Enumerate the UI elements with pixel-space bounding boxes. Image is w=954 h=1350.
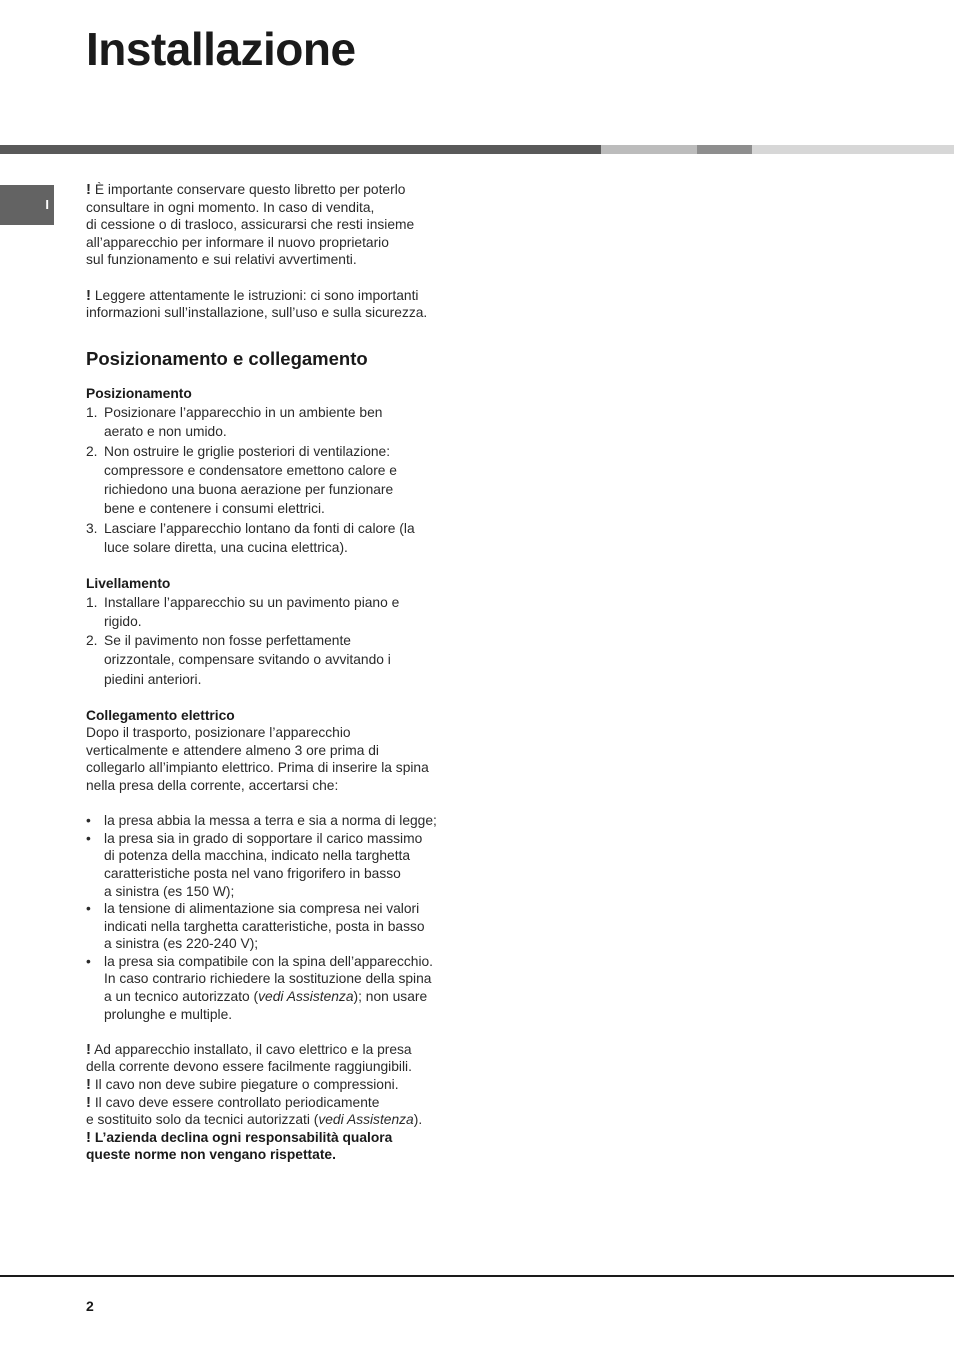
exclamation-icon: ! (86, 1040, 91, 1058)
exclamation-icon: ! (86, 286, 91, 304)
header-bar-dark (0, 145, 601, 154)
warning-2: ! Il cavo non deve subire piegature o compressioni. (86, 1076, 399, 1094)
page-title: Installazione (86, 23, 356, 75)
bullet-icon: • (86, 813, 91, 829)
language-tab (0, 185, 54, 225)
list-item: • la presa abbia la messa a terra e sia a norma di legge; (86, 813, 437, 829)
warning-4: ! L’azienda declina ogni responsabilità qualora queste norme non vengano rispettate. (86, 1128, 393, 1163)
content-column (86, 181, 466, 1164)
page-number: 2 (86, 1298, 94, 1314)
list-item: • la presa sia compatibile con la spina dell’apparecchio. In caso contrario richiedere la sostituzione della spina a un tecnico autorizzato (vedi Assistenza); non usare prolunghe e multiple. (86, 953, 434, 1022)
levelling-heading: Livellamento (86, 575, 171, 591)
bullet-icon: • (86, 830, 91, 846)
header-bar-light (601, 145, 697, 154)
electrical-checklist (86, 812, 466, 1023)
warning-1: ! Ad apparecchio installato, il cavo elettrico e la presa della corrente devono essere facilmente raggiungibili. (86, 1040, 412, 1075)
footer-rule (0, 1275, 954, 1277)
list-item: 1. Posizionare l’apparecchio in un ambiente ben aerato e non umido. (86, 404, 383, 440)
exclamation-icon: ! (86, 1076, 91, 1094)
exclamation-icon: ! (86, 1093, 91, 1111)
intro-note-1: ! È importante conservare questo libretto per poterlo consultare in ogni momento. In caso di vendita, di cessione o di trasloco, assicurarsi che resti insieme all’apparecchio per informare il nuovo proprietario sul funzionamento e sui relativi avvertimenti. (86, 181, 415, 268)
levelling-list (86, 593, 466, 689)
electrical-intro: Dopo il trasporto, posizionare l’apparecchio verticalmente e attendere almeno 3 ore prima di collegarlo all’impianto elettrico. Prima di inserire la spina nella presa della corrente, accertarsi che: (86, 725, 429, 793)
list-item: 2. Se il pavimento non fosse perfettamente orizzontale, compensare svitando o avvitando i piedini anteriori. (86, 633, 391, 687)
intro-note-2: ! Leggere attentamente le istruzioni: ci sono importanti informazioni sull’installazione, sull’uso e sulla sicurezza. (86, 286, 428, 321)
exclamation-icon: ! (86, 1128, 91, 1146)
language-tab-label: I (45, 197, 49, 212)
positioning-list (86, 403, 466, 557)
header-bar-mid (697, 145, 752, 154)
bullet-icon: • (86, 901, 91, 917)
list-item: 1. Installare l’apparecchio su un pavimento piano e rigido. (86, 594, 400, 629)
list-item: 3. Lasciare l’apparecchio lontano da fonti di calore (la luce solare diretta, una cucina elettrica). (86, 520, 415, 556)
header-bar-pale (752, 145, 954, 154)
section-heading: Posizionamento e collegamento (86, 347, 368, 369)
list-item: • la tensione di alimentazione sia compresa nei valori indicati nella targhetta caratteristiche, posta in basso a sinistra (es 220-240 V); (86, 901, 425, 952)
positioning-heading: Posizionamento (86, 386, 192, 402)
list-item: • la presa sia in grado di sopportare il carico massimo di potenza della macchina, indicato nella targhetta caratteristiche posta nel vano frigorifero in basso a sinistra (es 150 W); (86, 830, 423, 899)
list-item: 2. Non ostruire le griglie posteriori di ventilazione: compressore e condensatore emettono calore e richiedono una buona aerazione per funzionare bene e contenere i consumi elettrici. (86, 443, 397, 517)
electrical-heading: Collegamento elettrico (86, 707, 235, 723)
exclamation-icon: ! (86, 181, 91, 198)
warning-3: ! Il cavo deve essere controllato periodicamente e sostituito solo da tecnici autorizzati (vedi Assistenza). (86, 1093, 423, 1128)
bullet-icon: • (86, 953, 91, 969)
